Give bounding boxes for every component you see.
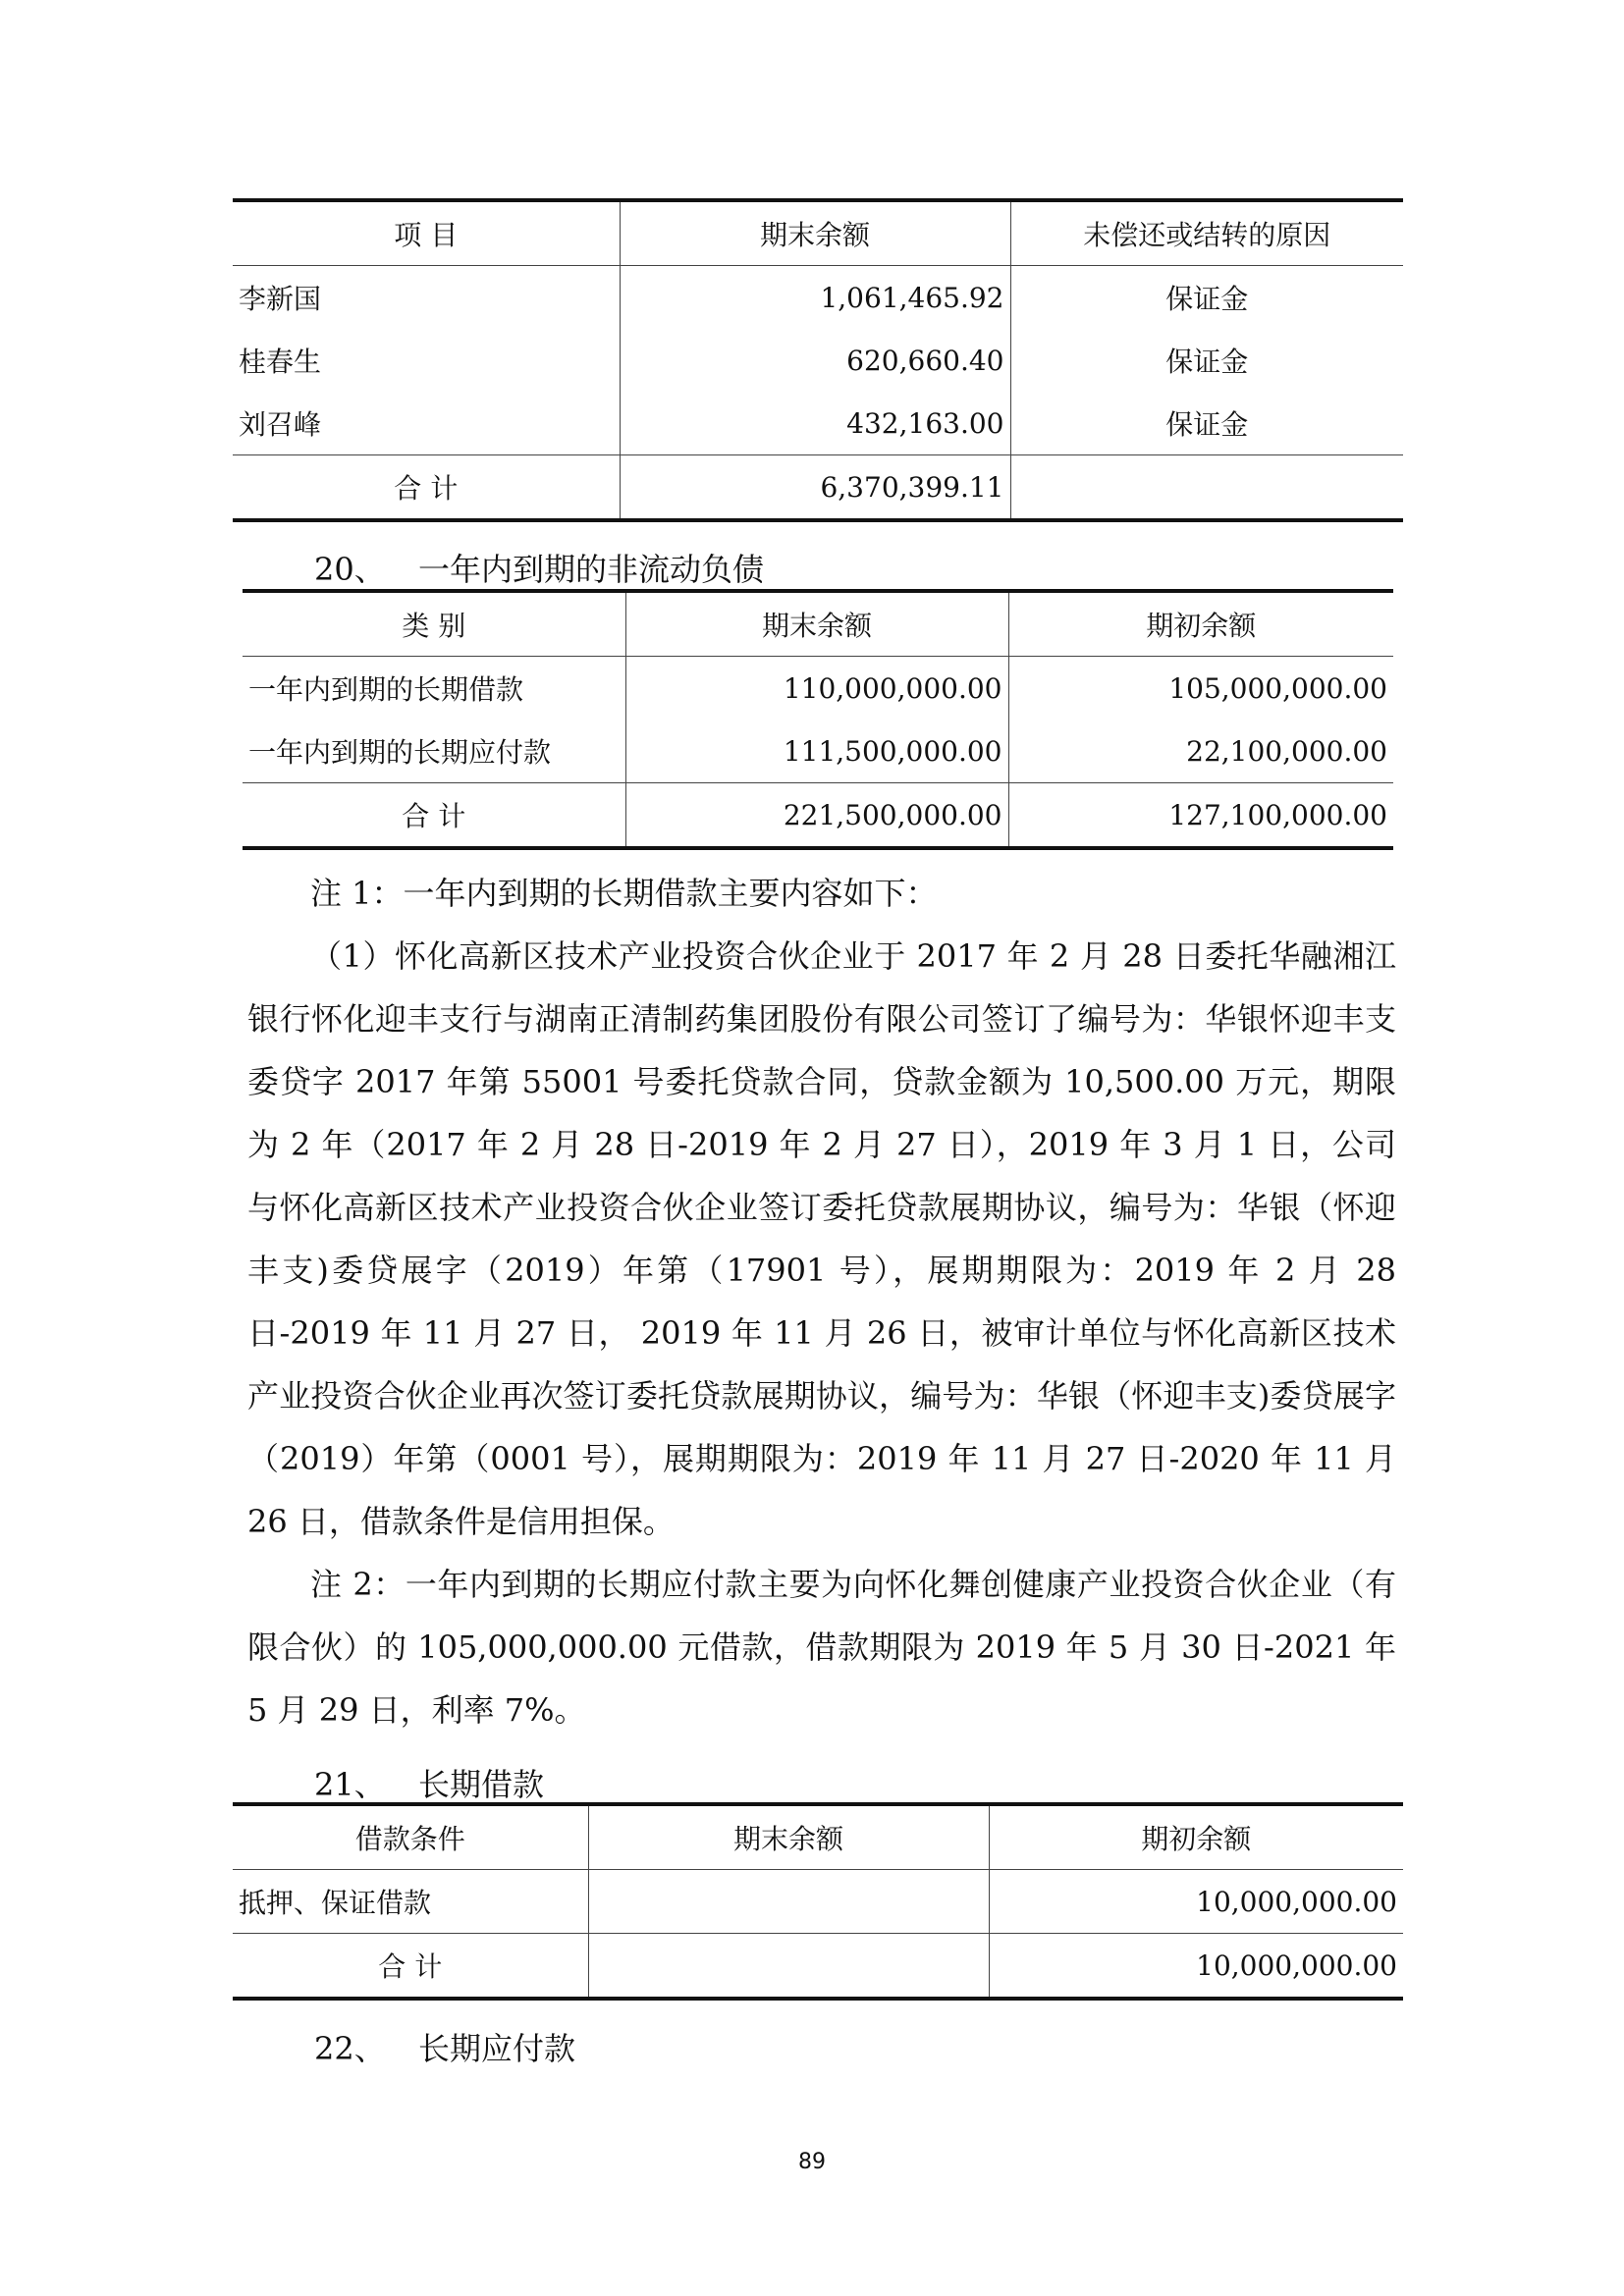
table-header-row	[233, 1804, 1403, 1870]
row-amount: 1,061,465.92	[620, 266, 1010, 330]
row-reason: 保证金	[1010, 329, 1403, 392]
section-number: 20、	[314, 551, 386, 588]
row-name: 李新国	[239, 283, 322, 315]
row-name: 桂春生	[239, 346, 322, 378]
row-name: 一年内到期的长期应付款	[248, 736, 552, 769]
column-header-category: 类 别	[243, 591, 625, 657]
section-title: 长期借款	[418, 1766, 545, 1803]
section-heading-22	[314, 2024, 575, 2069]
total-end-balance	[588, 1934, 989, 2000]
table-long-term-borrowings	[233, 1802, 1403, 2001]
table-row	[243, 657, 1393, 721]
row-begin-balance: 10,000,000.00	[989, 1870, 1403, 1934]
column-header-end-balance: 期末余额	[588, 1804, 989, 1870]
table-total-row	[243, 783, 1393, 849]
row-amount: 620,660.40	[620, 329, 1010, 392]
table-total-row	[233, 1934, 1403, 2000]
row-reason: 保证金	[1010, 266, 1403, 330]
note-1-title: 注 1：一年内到期的长期借款主要内容如下：	[310, 875, 938, 912]
row-name: 一年内到期的长期借款	[248, 673, 524, 706]
note-1-body: （1）怀化高新区技术产业投资合伙企业于 2017 年 2 月 28 日委托华融湘江银行怀化迎丰支行与湖南正清制药集团股份有限公司签订了编号为：华银怀迎丰支委贷字 2017 年第 55001 号委托贷款合同，贷款金额为 10,500.00 万元，期限为 2 年（2017 年 2 月 28 日-2019 年 2 月 27 日），2019 年 3 月 1 日，公司与怀化高新区技术产业投资合伙企业签订委托贷款展期协议，编号为：华银（怀迎丰支)委贷展字（2019）年第（17901 号），展期期限为：2019 年 2 月 28 日-2019 年 11 月 27 日， 2019 年 11 月 26 日，被审计单位与怀化高新区技术产业投资合伙企业再次签订委托贷款展期协议，编号为：华银（怀迎丰支)委贷展字（2019）年第（0001 号），展期期限为：2019 年 11 月 27 日-2020 年 11 月 26 日，借款条件是信用担保。	[247, 937, 1396, 1540]
row-begin-balance: 22,100,000.00	[1008, 720, 1393, 783]
total-label: 合 计	[233, 455, 620, 521]
table-row	[243, 720, 1393, 783]
notes-block	[247, 862, 1396, 1741]
row-reason: 保证金	[1010, 392, 1403, 455]
total-end-balance: 221,500,000.00	[625, 783, 1008, 849]
column-header-begin-balance: 期初余额	[1008, 591, 1393, 657]
section-number: 21、	[314, 1766, 386, 1803]
total-amount: 6,370,399.11	[620, 455, 1010, 521]
table-total-row	[233, 455, 1403, 521]
column-header-end-balance: 期末余额	[625, 591, 1008, 657]
table-row	[233, 1870, 1403, 1934]
table-current-noncurrent-liabilities	[243, 589, 1393, 850]
row-begin-balance: 105,000,000.00	[1008, 657, 1393, 721]
row-end-balance	[588, 1870, 989, 1934]
row-name: 刘召峰	[239, 408, 322, 441]
total-label: 合 计	[233, 1934, 588, 2000]
column-header-reason: 未偿还或结转的原因	[1010, 200, 1403, 266]
total-reason-empty	[1010, 455, 1403, 521]
total-begin-balance: 10,000,000.00	[989, 1934, 1403, 2000]
row-amount: 432,163.00	[620, 392, 1010, 455]
section-heading-21	[314, 1760, 544, 1805]
row-name: 抵押、保证借款	[239, 1887, 432, 1919]
table-row	[233, 329, 1403, 392]
total-label: 合 计	[243, 783, 625, 849]
table-row	[233, 392, 1403, 455]
table-other-payables	[233, 198, 1403, 522]
table-header-row	[233, 200, 1403, 266]
section-title: 长期应付款	[418, 2030, 576, 2067]
section-title: 一年内到期的非流动负债	[418, 551, 765, 588]
row-end-balance: 110,000,000.00	[625, 657, 1008, 721]
row-end-balance: 111,500,000.00	[625, 720, 1008, 783]
section-number: 22、	[314, 2030, 386, 2067]
page-number: 89	[798, 2150, 826, 2174]
table-row	[233, 266, 1403, 330]
column-header-item: 项 目	[233, 200, 620, 266]
column-header-end-balance: 期末余额	[620, 200, 1010, 266]
section-heading-20	[314, 545, 764, 590]
column-header-begin-balance: 期初余额	[989, 1804, 1403, 1870]
total-begin-balance: 127,100,000.00	[1008, 783, 1393, 849]
note-2-body: 注 2：一年内到期的长期应付款主要为向怀化舞创健康产业投资合伙企业（有限合伙）的 105,000,000.00 元借款，借款期限为 2019 年 5 月 30 日-2021 年 5 月 29 日，利率 7%。	[247, 1566, 1396, 1729]
table-header-row	[243, 591, 1393, 657]
column-header-loan-condition: 借款条件	[233, 1804, 588, 1870]
